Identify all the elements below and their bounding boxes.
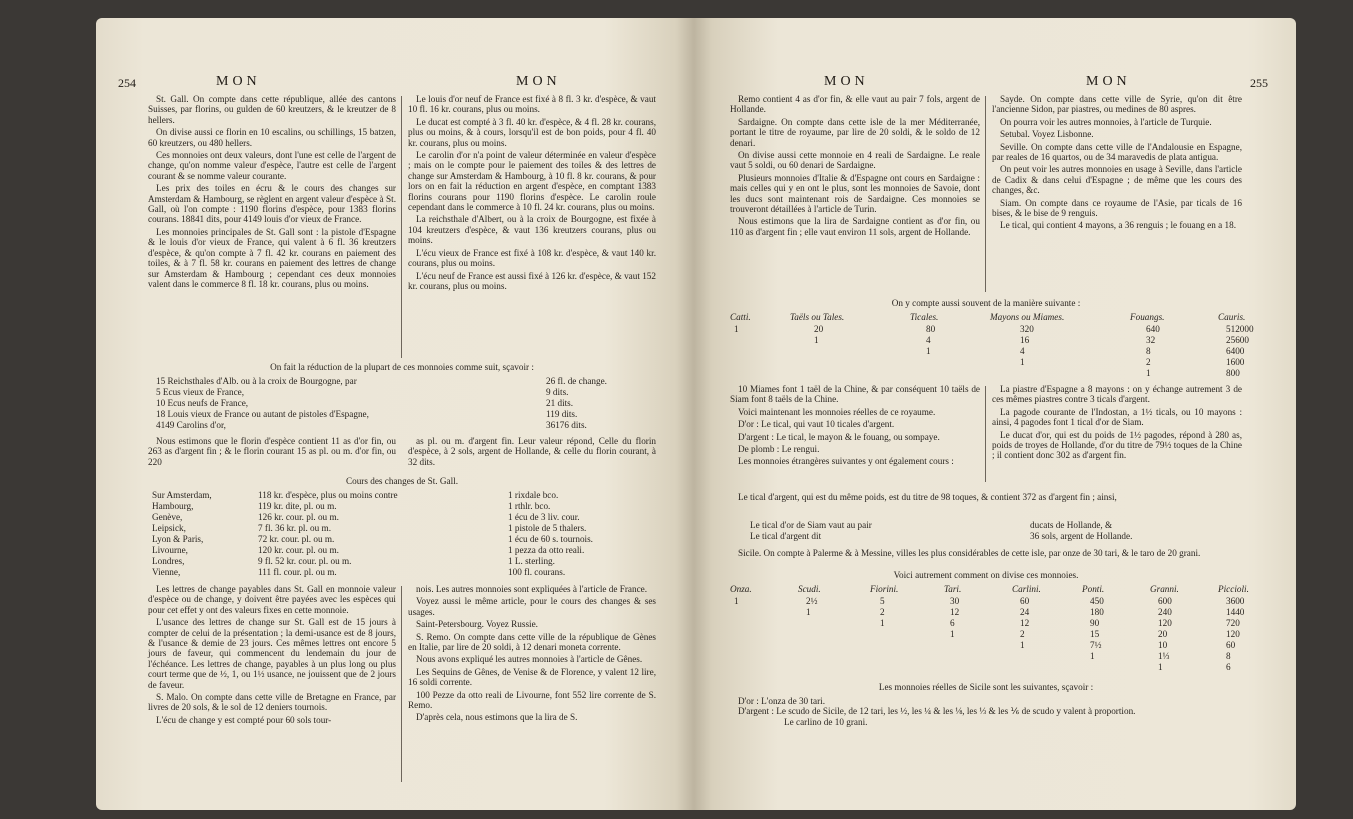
table-cell: 120: [1226, 629, 1240, 639]
table-cell: 512000: [1226, 324, 1254, 334]
section-title: Les monnoies réelles de Sicile sont les suivantes, sçavoir :: [878, 682, 1094, 692]
table-cell: Livourne,: [152, 545, 188, 555]
column-header: Ponti.: [1082, 584, 1105, 594]
paragraph: Nous estimons que la lira de Sardaigne contient as d'or fin, ou 110 as d'argent fin ; elle vaut environ 11 sols, argent de Hollande.: [730, 216, 980, 237]
paragraph: La pagode courante de l'Indostan, a 1½ ticals, ou 10 mayons : ainsi, 4 pagodes font 1 tical d'or de Siam.: [992, 406, 1242, 428]
column-header: Ticales.: [910, 312, 939, 322]
cell: 5 Ecus vieux de France,: [156, 387, 245, 397]
column-header: Fiorini.: [870, 584, 899, 594]
paragraph: Nous estimons que le florin d'espèce contient 11 as d'or fin, ou 263 as d'argent fin ; & le florin courant 15 as pl. ou m. d'or fin, ou 220: [148, 436, 396, 467]
paragraph: Plusieurs monnoies d'Italie & d'Espagne ont cours en Sardaigne : mais celles qui y en ont le plus, sont les monnoies de Savoie, dont les ducs sont maintenant rois de Sardaigne. Ces monnoies se trouveront détaillées à l'article de Turin.: [730, 172, 980, 215]
column-header: Onza.: [730, 584, 752, 594]
paragraph: S. Remo. On compte dans cette ville de la république de Gènes en Italie, par lire de 20 soldi, à 12 denari moneta corrente.: [408, 631, 656, 653]
table-row: [156, 387, 244, 397]
text-column: [148, 436, 396, 469]
table-cell: 1600: [1226, 357, 1245, 367]
table-cell: 1 rthlr. bco.: [508, 501, 551, 511]
paragraph: L'écu vieux de France est fixé à 108 kr. d'espèce, & vaut 140 kr. courans, plus ou moins.: [408, 247, 656, 269]
column-header: Taëls ou Tales.: [790, 312, 845, 322]
table-cell: Le tical d'or de Siam vaut au pair: [750, 520, 872, 530]
table-cell: 4: [926, 335, 931, 345]
paragraph: On pourra voir les autres monnoies, à l'article de Turquie.: [1000, 116, 1212, 127]
paragraph: Remo contient 4 as d'or fin, & elle vaut au pair 7 fols, argent de Hollande.: [730, 94, 980, 115]
table-cell: 6: [950, 618, 955, 628]
table-cell: Vienne,: [152, 567, 181, 577]
table-cell: 320: [1020, 324, 1034, 334]
running-header: MON: [1086, 74, 1131, 89]
right-page: [694, 18, 1296, 810]
paragraph: Les Sequins de Gênes, de Venise & de Florence, y valent 12 lire, 16 soldi corrente.: [408, 666, 656, 688]
running-header: MON: [824, 74, 869, 89]
column-header: Mayons ou Miames.: [990, 312, 1065, 322]
table-cell: 1 rixdale bco.: [508, 490, 559, 500]
table-cell: 5: [880, 596, 885, 606]
table-cell: 36 sols, argent de Hollande.: [1030, 531, 1133, 541]
paragraph: La reichsthale d'Albert, ou à la croix de Bourgogne, est fixée à 104 kreutzers d'espèce, & vaut 136 kreutzers courans, plus ou moins.: [408, 214, 656, 246]
table-cell: 120: [1158, 618, 1172, 628]
table-cell: 60: [1226, 640, 1236, 650]
table-cell: ducats de Hollande, &: [1030, 520, 1113, 530]
sicile-table: [730, 584, 1270, 676]
paragraph: Voyez aussi le même article, pour le cours des changes & ses usages.: [408, 596, 656, 617]
paragraph: Siam. On compte dans ce royaume de l'Asie, par ticals de 16 bises, & le bise de 9 renguis.: [992, 197, 1242, 219]
table-cell: Genève,: [152, 512, 183, 522]
table-cell: 12: [1020, 618, 1030, 628]
table-cell: Leipsick,: [152, 523, 186, 533]
paragraph: Le carolin d'or n'a point de valeur déterminée en valeur d'espèce ; mais on le compte pour le paiement des toiles & des lettres de change sur Amsterdam & Hambourg, à 10 fl. 8 kr. courans, & pour lors on en fait la réduction en argent d'espèce, en comptant 1383 florins courans pour 1190 florins d'espèce. Le carolin roule cependant dans le commerce à 10 fl. 24 kr. courans, plus ou moins.: [408, 150, 656, 213]
table-cell: 12: [950, 607, 960, 617]
paragraph: Le tical, qui contient 4 mayons, a 36 renguis ; le fouang en a 18.: [1000, 220, 1237, 231]
cell: 15 Reichsthales d'Alb. ou à la croix de Bourgogne, par: [156, 376, 357, 386]
paragraph: Les prix des toiles en écru & le cours des changes sur Amsterdam & Hambourg, se règlent en argent valeur d'espèce à St. Gall, où l'on compte : 1190 florins d'espèce, pour 1383 florins courans. 18841 dits, pour 4149 louis d'or vieux de France.: [148, 183, 396, 225]
table-cell: 60: [1020, 596, 1030, 606]
table-cell: 24: [1020, 607, 1030, 617]
paragraph: 100 Pezze da otto reali de Livourne, font 552 lire corrente de S. Remo.: [408, 689, 656, 711]
paragraph: Le ducat d'or, qui est du poids de 1½ pagodes, répond à 280 as, poids de troyes de Hollande, d'or du titre de 79½ toques de la Chine ; il contient donc 302 as d'argent fin.: [992, 429, 1242, 461]
paragraph: Seville. On compte dans cette ville de l'Andalousie en Espagne, par reales de 16 quartos, ou de 34 maravedis de plata antigua.: [992, 141, 1242, 163]
table-cell: Lyon & Paris,: [152, 534, 204, 544]
paragraph: L'écu de change y est compté pour 60 sols tour-: [156, 714, 332, 725]
table-cell: 1: [734, 324, 739, 334]
paragraph: Le louis d'or neuf de France est fixé à 8 fl. 3 kr. d'espèce, & vaut 10 fl. 16 kr. courans, plus ou moins.: [408, 94, 656, 115]
paragraph: De plomb : Le rengui.: [738, 444, 820, 455]
table-cell: 32: [1146, 335, 1156, 345]
column-header: Piccioli.: [1218, 584, 1249, 594]
table-cell: 111 fl. cour. pl. ou m.: [258, 567, 337, 577]
left-page: [96, 18, 694, 810]
column-rule: [401, 96, 402, 358]
table-cell: 1: [880, 618, 885, 628]
paragraph: On peut voir les autres monnoies en usage à Seville, dans l'article de Cadix & dans celui d'Espagne ; de même que les cours des changes, &c.: [992, 164, 1242, 196]
table-cell: 180: [1090, 607, 1104, 617]
table-cell: 6400: [1226, 346, 1245, 356]
section-title: On y compte aussi souvent de la manière suivante :: [891, 298, 1081, 308]
table-cell: 120 kr. cour. pl. ou m.: [258, 545, 339, 555]
table-cell: 640: [1146, 324, 1160, 334]
table-cell: Sur Amsterdam,: [152, 490, 212, 500]
paragraph: L'usance des lettres de change sur St. Gall est de 15 jours à compter de celui de la présentation ; la demi-usance est de 8 jours, & l'usance & demie de 23 jours. Ces mêmes lettres ont encore 5 jours de faveur, qui commencent du lendemain du jour de l'échéance. Les lettres de change, payables à un plus long ou plus court terme que de ½, 1, ou 1½ usance, ne jouissent que de 2 jours de faveur.: [148, 617, 396, 690]
table-cell: 8: [1226, 651, 1231, 661]
table-cell: 9 dits.: [546, 387, 569, 397]
paragraph: Nous avons expliqué les autres monnoies à l'article de Gênes.: [416, 654, 643, 665]
cell: 10 Ecus neufs de France,: [156, 398, 249, 408]
table-cell: 80: [926, 324, 936, 334]
paragraph: Le carlino de 10 grani.: [784, 716, 868, 727]
table-cell: 9 fl. 52 kr. cour. pl. ou m.: [258, 556, 352, 566]
paragraph: Les lettres de change payables dans St. Gall en monnoie valeur d'espèce ou de change, y doivent être payées avec les espèces qui pour cet effet y ont des valeurs fixes en cette monnoie.: [148, 584, 396, 615]
section-title: Voici autrement comment on divise ces monnoies.: [893, 570, 1079, 580]
table-cell: 1440: [1226, 607, 1245, 617]
table-cell: 1: [950, 629, 955, 639]
table-cell: 20: [814, 324, 824, 334]
table-cell: 240: [1158, 607, 1172, 617]
table-cell: 21 dits.: [546, 398, 574, 408]
table-cell: 1: [1146, 368, 1151, 378]
table-cell: 1 pistole de 5 thalers.: [508, 523, 587, 533]
cell: 18 Louis vieux de France ou autant de pistoles d'Espagne,: [156, 409, 369, 419]
table-cell: Hambourg,: [152, 501, 194, 511]
paragraph: On divise aussi cette monnoie en 4 reali de Sardaigne. Le reale vaut 5 soldi, ou 60 denari de Sardaigne.: [730, 150, 980, 171]
text-column: [992, 94, 1242, 233]
table-row: [156, 376, 357, 386]
table-cell: 1: [1158, 662, 1163, 672]
paragraph: D'argent : Le tical, le mayon & le fouang, ou sompaye.: [738, 431, 940, 442]
cell: 4149 Carolins d'or,: [156, 420, 226, 430]
column-header: Catti.: [730, 312, 751, 322]
table-cell: 8: [1146, 346, 1151, 356]
table-cell: 1 L. sterling.: [508, 556, 555, 566]
paragraph: S. Malo. On compte dans cette ville de Bretagne en France, par livres de 20 sols, & le sol de 12 deniers tournois.: [148, 692, 396, 713]
table-cell: 26 fl. de change.: [546, 376, 607, 386]
table-cell: 1: [1020, 640, 1025, 650]
table-cell: 1: [926, 346, 931, 356]
table-cell: 1: [1020, 357, 1025, 367]
table-cell: 20: [1158, 629, 1168, 639]
paragraph: nois. Les autres monnoies sont expliquées à l'article de France.: [416, 584, 648, 594]
paragraph: Le tical d'argent, qui est du même poids, est du titre de 98 toques, & contient 372 as d'argent fin ; ainsi,: [738, 492, 1117, 502]
column-header: Granni.: [1150, 584, 1179, 594]
text-column: [408, 584, 656, 725]
paragraph: D'or : Le tical, qui vaut 10 ticales d'argent.: [738, 419, 895, 430]
section-title: On fait la réduction de la plupart de ces monnoies comme suit, sçavoir :: [270, 362, 534, 372]
table-cell: 25600: [1226, 335, 1249, 345]
table-cell: 7½: [1090, 640, 1102, 650]
paragraph: D'après cela, nous estimons que la lira de S.: [416, 712, 578, 723]
table-cell: 30: [950, 596, 960, 606]
paragraph: L'écu neuf de France est aussi fixé à 126 kr. d'espèce, & vaut 152 kr. courans, plus ou moins.: [408, 270, 656, 291]
text-column: [408, 94, 656, 293]
table-cell: 16: [1020, 335, 1030, 345]
table-cell: 126 kr. cour. pl. ou m.: [258, 512, 339, 522]
table-cell: Le tical d'argent dit: [750, 531, 822, 541]
paragraph: Les monnoies étrangères suivantes y ont également cours :: [738, 456, 954, 467]
paragraph: Sardaigne. On compte dans cette isle de la mer Méditerranée, portant le titre de royaume, par lire de 20 soldi, & le soldo de 12 denari.: [730, 116, 980, 148]
table-cell: 7 fl. 36 kr. pl. ou m.: [258, 523, 331, 533]
table-cell: 600: [1158, 596, 1172, 606]
column-rule: [401, 586, 402, 782]
column-header: Cauris.: [1218, 312, 1246, 322]
table-cell: 10: [1158, 640, 1168, 650]
table-cell: 4: [1020, 346, 1025, 356]
table-cell: 1 écu de 60 s. tournois.: [508, 534, 593, 544]
siam-table: [730, 312, 1270, 380]
paragraph: Sayde. On compte dans cette ville de Syrie, qu'on dit être l'ancienne Sidon, par piastres, ou medines de 80 aspres.: [992, 94, 1242, 115]
table-cell: 72 kr. cour. pl. ou m.: [258, 534, 335, 544]
column-header: Carlini.: [1012, 584, 1041, 594]
table-cell: 1: [814, 335, 819, 345]
column-header: Tari.: [944, 584, 962, 594]
paragraph: Les monnoies principales de St. Gall sont : la pistole d'Espagne & le louis d'or vieux de France, qui valent à 6 fl. 36 kreutzers d'espèce, & qu'on compte à 7 fl. 42 kr. courans en paiement des toiles, & à 7 fl. 58 kr. courans en paiement des lettres de change sur Amsterdam & Hambourg ; cependant ces deux monnoies valent dans le commerce 8 fl. 18 kr. courans, plus ou moins.: [148, 226, 396, 289]
table-cell: 1: [806, 607, 811, 617]
table-cell: 6: [1226, 662, 1231, 672]
running-header: MON: [516, 74, 561, 89]
page-number-right: 255: [1250, 76, 1268, 90]
table-row: [156, 409, 369, 419]
table-cell: 100 fl. courans.: [508, 567, 566, 577]
table-cell: 2: [880, 607, 885, 617]
paragraph: Ces monnoies ont deux valeurs, dont l'une est celle de l'argent de change, qu'on nomme valeur d'espèce, l'autre est celle de l'argent courant & se nomme valeur courante.: [148, 150, 396, 181]
section-title: Cours des changes de St. Gall.: [345, 476, 459, 486]
paragraph: Saint-Petersbourg. Voyez Russie.: [416, 619, 538, 630]
paragraph: On divise aussi ce florin en 10 escalins, ou schillings, 15 batzen, 60 kreutzers, ou 480 hellers.: [148, 127, 396, 148]
paragraph: Voici maintenant les monnoies réelles de ce royaume.: [738, 406, 936, 417]
text-block: [730, 492, 1242, 504]
paragraph: La piastre d'Espagne a 8 mayons : on y échange autrement 3 de ces mêmes piastres contre 3 ticals d'argent.: [992, 384, 1242, 405]
table-row: [156, 420, 226, 430]
column-header: Scudi.: [798, 584, 821, 594]
table-cell: 15: [1090, 629, 1100, 639]
table-cell: 119 dits.: [546, 409, 578, 419]
book-spread: [96, 18, 1296, 810]
table-cell: 119 kr. dite, pl. ou m.: [258, 501, 337, 511]
tical-table: [750, 520, 1250, 544]
table-cell: 1: [1090, 651, 1095, 661]
table-cell: 1: [734, 596, 739, 606]
table-cell: Londres,: [152, 556, 185, 566]
page-number-left: 254: [118, 76, 136, 90]
table-row: [156, 398, 248, 408]
text-block: [738, 696, 1242, 727]
table-cell: 90: [1090, 618, 1100, 628]
column-header: Fouangs.: [1130, 312, 1165, 322]
table-cell: 1 pezza da otto reali.: [508, 545, 585, 555]
text-column: [992, 384, 1242, 463]
paragraph: D'or : L'onza de 30 tari.: [738, 696, 825, 706]
text-column: [148, 584, 396, 727]
paragraph: D'argent : Le scudo de Sicile, de 12 tari, les ½, les ¼ & les ⅛, les ⅓ & les ⅙ de scudo y valent à proportion.: [738, 706, 1136, 717]
text-column: [730, 384, 980, 469]
running-header: MON: [216, 74, 261, 89]
reduction-table: [156, 376, 656, 434]
changes-table: [152, 490, 656, 580]
paragraph: 10 Miames font 1 taël de la Chine, & par conséquent 10 taëls de Siam font 8 taëls de la Chine.: [730, 384, 980, 405]
table-cell: 450: [1090, 596, 1104, 606]
table-cell: 118 kr. d'espèce, plus ou moins contre: [258, 490, 398, 500]
table-cell: 2½: [806, 596, 818, 606]
text-column: [730, 94, 980, 239]
paragraph: St. Gall. On compte dans cette république, allée des cantons Suisses, par florins, ou gulden de 60 kreutzers, & le kreutzer de 8 hellers.: [148, 94, 396, 125]
table-cell: 2: [1020, 629, 1025, 639]
table-cell: 2: [1146, 357, 1151, 367]
table-cell: 720: [1226, 618, 1240, 628]
column-rule: [985, 96, 986, 292]
table-cell: 36176 dits.: [546, 420, 587, 430]
paragraph: as pl. ou m. d'argent fin. Leur valeur répond, Celle du florin d'espèce, à 2 sols, argent de Hollande, & celle du florin courant, à 32 dits.: [408, 436, 656, 467]
table-cell: 1 écu de 3 liv. cour.: [508, 512, 580, 522]
column-rule: [985, 386, 986, 482]
text-column: [148, 94, 396, 291]
paragraph: Setubal. Voyez Lisbonne.: [1000, 129, 1094, 140]
text-block: [730, 548, 1242, 560]
table-cell: 800: [1226, 368, 1240, 378]
table-cell: 1⅓: [1158, 651, 1170, 661]
paragraph: Le ducat est compté à 3 fl. 40 kr. d'espèce, & 4 fl. 28 kr. courans, plus ou moins, & à cours, lorsqu'il est de bon poids, pour 4 fl. 40 kr. courans, plus ou moins.: [408, 116, 656, 148]
text-column: [408, 436, 656, 469]
paragraph: Sicile. On compte à Palerme & à Messine, villes les plus considérables de cette isle, par onze de 30 tari, & le taro de 20 grani.: [738, 548, 1201, 558]
table-cell: 3600: [1226, 596, 1245, 606]
